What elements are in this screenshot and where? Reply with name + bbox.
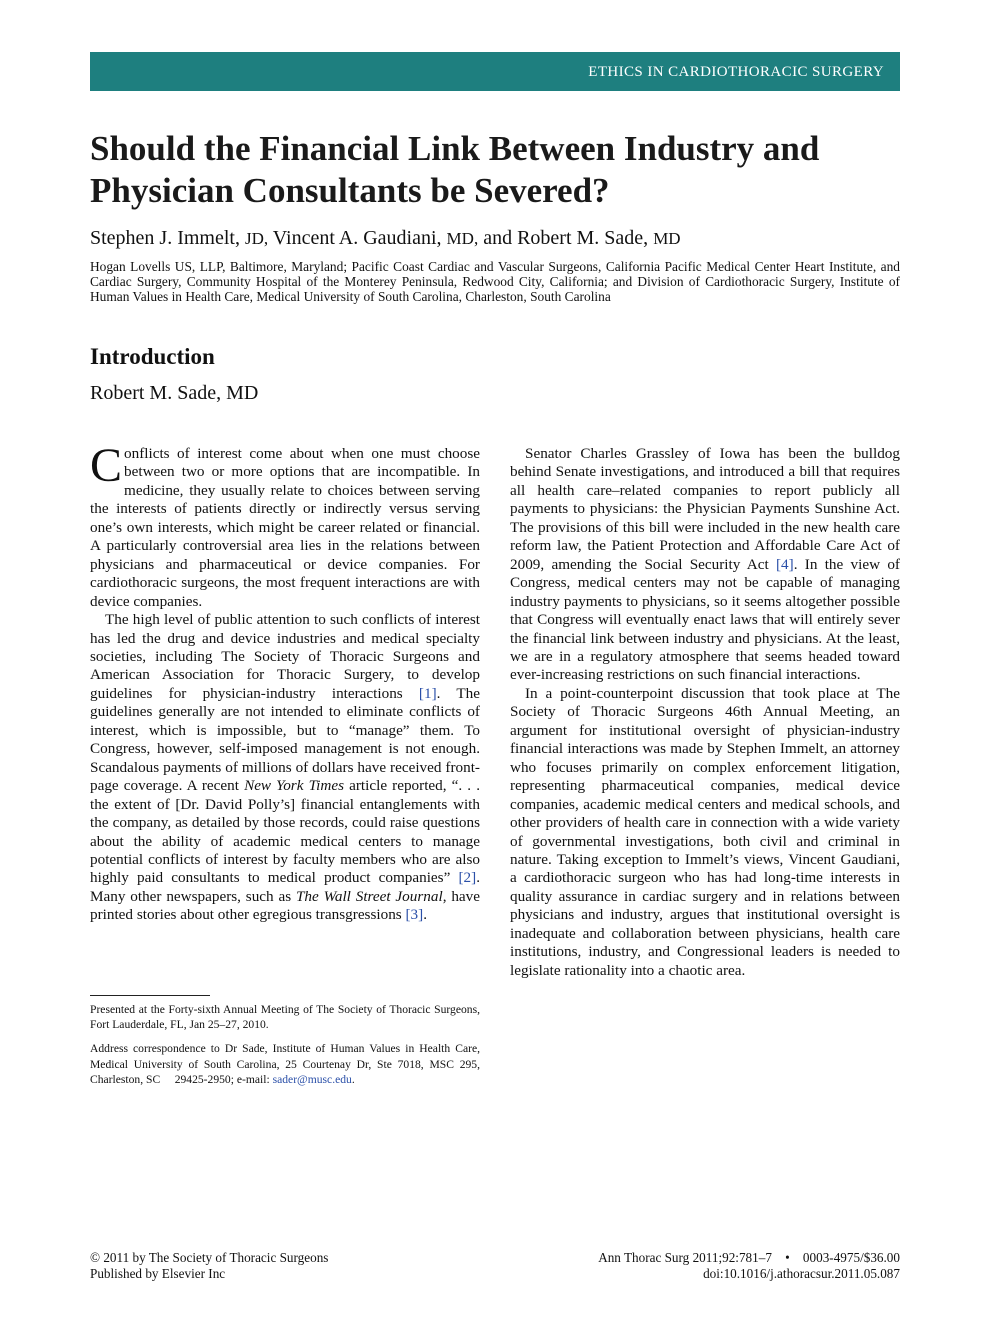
left-column — [90, 439, 480, 925]
correspondence-period: . — [351, 1072, 355, 1086]
author-name: and Robert M. Sade, — [483, 227, 649, 249]
paragraph-text: article reported, “. . . the extent of [Dr. David Polly’s] financial entanglements with the company, as detailed by those records, could raise questions about the ability of academic medical centers to manage potential conflicts of interest by faculty members who are also highly paid consultants to medical product companies” — [90, 777, 480, 887]
author-name: Stephen J. Immelt, — [90, 227, 240, 249]
paragraph-text: . In the view of Congress, medical centers may not be capable of managing industry payments to physicians, so it seems altogether possible that Congress will eventually enact laws that will entirely sever the financial link between industry and physicians. At the least, we are in a regulatory atmosphere that seems headed toward ever-increasing restrictions on such financial interactions. — [510, 555, 900, 684]
author-name: Vincent A. Gaudiani, — [272, 227, 442, 249]
footnote-divider — [90, 995, 210, 996]
publication-name: New York Times — [244, 777, 345, 795]
author-affiliations: Hogan Lovells US, LLP, Baltimore, Maryland; Pacific Coast Cardiac and Vascular Surgeons, California Pacific Medical Center Heart Institute, and Cardiac Surgery, Community Hospital of the Monterey Peninsula, Redwood City, California; and Division of Cardiothoracic Surgery, Institute of Human Values in Health Care, Medical University of South Carolina, Charleston, South Carolina — [90, 259, 900, 304]
article-title — [90, 128, 900, 212]
author-list — [90, 225, 900, 252]
title-line-2: Physician Consultants be Severed? — [90, 171, 610, 210]
reference-link-3[interactable]: [3] — [405, 906, 424, 924]
publisher-line: Published by Elsevier Inc — [90, 1265, 226, 1281]
author-degree: MD — [653, 229, 681, 248]
author-degree: MD, — [446, 229, 479, 248]
footer-left — [90, 1250, 328, 1281]
right-column — [510, 445, 900, 980]
paragraph-text: Senator Charles Grassley of Iowa has been the bulldog behind Senate investigations, and introduced a bill that requires all health care–related companies to report publicly all payments to physicians: the Physician Payments Sunshine Act. The provisions of this bill were included in the new health care reform law, the Patient Protection and Affordable Care Act of 2009, amending the Social Security Act — [510, 445, 900, 573]
publication-name: The Wall Street Journal — [295, 887, 443, 905]
reference-link-4[interactable]: [4] — [775, 555, 794, 573]
body-paragraph: In a point-counterpoint discussion that took place at The Society of Thoracic Surgeons 46th Annual Meeting, an argument for institutional oversight of physician-industry financial interactions was made by Stephen Immelt, an attorney who focuses primarily on complex enforcement litigation, representing pharmaceutical companies, medical device companies, academic medical centers and medical schools, and other providers of health care in connection with a wide variety of governmental investigations, both civil and criminal in nature. Taking exception to Immelt’s views, Vincent Gaudiani, a cardiothoracic surgeon who has had long-time interests in quality assurance in cardiac surgery and in relations between physicians and industry, argues that institutional oversight is inadequate and collaboration between physicians, health care institutions, industry, and Congressional leaders is needed to legislate rationality into a chaotic area. — [510, 684, 900, 979]
paragraph-text: , have printed stories about other egregious transgressions — [90, 887, 480, 924]
author-degree: JD, — [244, 229, 269, 248]
reference-link-2[interactable]: [2] — [458, 869, 477, 887]
paragraph-text: . Many other newspapers, such as — [90, 869, 480, 905]
paragraph-text: . — [423, 906, 428, 924]
reference-link-1[interactable]: [1] — [418, 684, 437, 702]
section-banner-label: ETHICS IN CARDIOTHORACIC SURGERY — [588, 64, 884, 80]
email-link[interactable]: sader@musc.edu — [272, 1072, 352, 1086]
body-paragraph — [90, 439, 480, 611]
section-heading: Introduction — [90, 344, 215, 369]
body-paragraph — [510, 445, 900, 685]
doi-line: doi:10.1016/j.athoracsur.2011.05.087 — [703, 1265, 900, 1281]
presented-note: Presented at the Forty-sixth Annual Meeting of The Society of Thoracic Surgeons, Fort Lauderdale, FL, Jan 25–27, 2010. — [90, 1003, 480, 1032]
citation-line: Ann Thorac Surg 2011;92:781–7 • 0003-4975/$36.00 — [598, 1250, 900, 1265]
footnotes — [90, 995, 480, 1096]
correspondence-text: Address correspondence to Dr Sade, Institute of Human Values in Health Care, Medical University of South Carolina, 25 Courtenay Dr, Ste 7018, MSC 295, Charleston, SC 29425-2950; e-mail: — [90, 1042, 480, 1086]
section-banner — [90, 52, 900, 91]
paragraph-text: . The guidelines generally are not intended to eliminate conflicts of interest, which is impossible, but to “manage” them. To Congress, however, self-imposed management is not enough. Scandalous payments of millions of dollars have received front-page coverage. A recent — [90, 684, 480, 795]
title-line-1: Should the Financial Link Between Industry and — [90, 129, 820, 168]
body-paragraph — [90, 611, 480, 925]
paragraph-text: onflicts of interest come about when one must choose between two or more options that are incompatible. In medicine, they usually relate to choices between serving the interests of patients directly or indirectly versus serving one’s own interests, which might be career related or financial. A particularly controversial area lies in the relations between physicians and pharmaceutical or device companies. For cardiothoracic surgeons, the most frequent interactions are with device companies. — [90, 445, 480, 610]
drop-cap: C — [90, 439, 123, 492]
copyright-line: © 2011 by The Society of Thoracic Surgeons — [90, 1250, 329, 1265]
paragraph-text: The high level of public attention to such conflicts of interest has led the drug and device industries and medical specialty societies, including The Society of Thoracic Surgeons and American Association for Thoracic Surgery, to develop guidelines for physician-industry interactions — [90, 611, 480, 702]
correspondence-note — [90, 1041, 480, 1087]
footer-right — [598, 1250, 900, 1281]
section-author: Robert M. Sade, MD — [90, 382, 259, 404]
